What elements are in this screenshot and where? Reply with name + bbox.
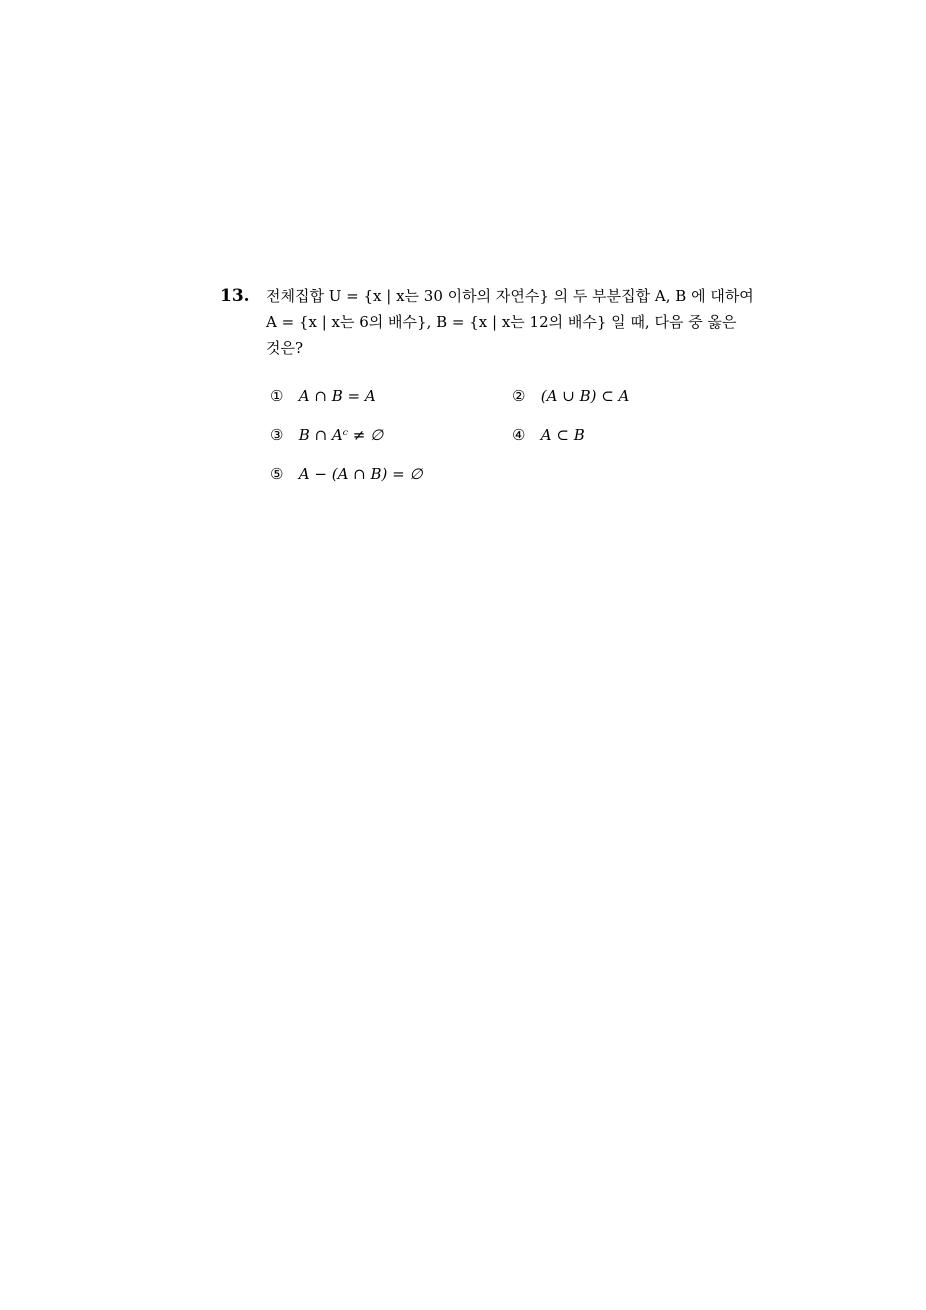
question-line-2: A = {x | x는 6의 배수}, B = {x | x는 12의 배수} 일 때, 다음 중 옳은 — [266, 313, 737, 331]
choice-2-marker: ② — [512, 387, 526, 405]
choice-4-marker: ④ — [512, 426, 526, 444]
choice-3-expression: B ∩ Aᶜ ≠ ∅ — [298, 426, 384, 444]
question-number: 13. — [220, 286, 250, 306]
choice-2[interactable] — [512, 385, 629, 407]
choice-1-expression: A ∩ B = A — [298, 387, 376, 405]
choice-3-marker: ③ — [270, 426, 284, 444]
choice-1[interactable] — [270, 385, 376, 407]
question-text — [266, 283, 756, 361]
choice-4[interactable] — [512, 424, 585, 446]
choice-5-marker: ⑤ — [270, 465, 284, 483]
question-line-3: 것은? — [266, 339, 304, 357]
choice-3[interactable] — [270, 424, 383, 446]
choice-2-expression: (A ∪ B) ⊂ A — [540, 387, 630, 405]
choice-5[interactable] — [270, 463, 423, 485]
choice-1-marker: ① — [270, 387, 284, 405]
question-line-1: 전체집합 U = {x | x는 30 이하의 자연수} 의 두 부분집합 A, B 에 대하여 — [266, 287, 754, 305]
choice-4-expression: A ⊂ B — [540, 426, 585, 444]
choice-5-expression: A − (A ∩ B) = ∅ — [298, 465, 423, 483]
